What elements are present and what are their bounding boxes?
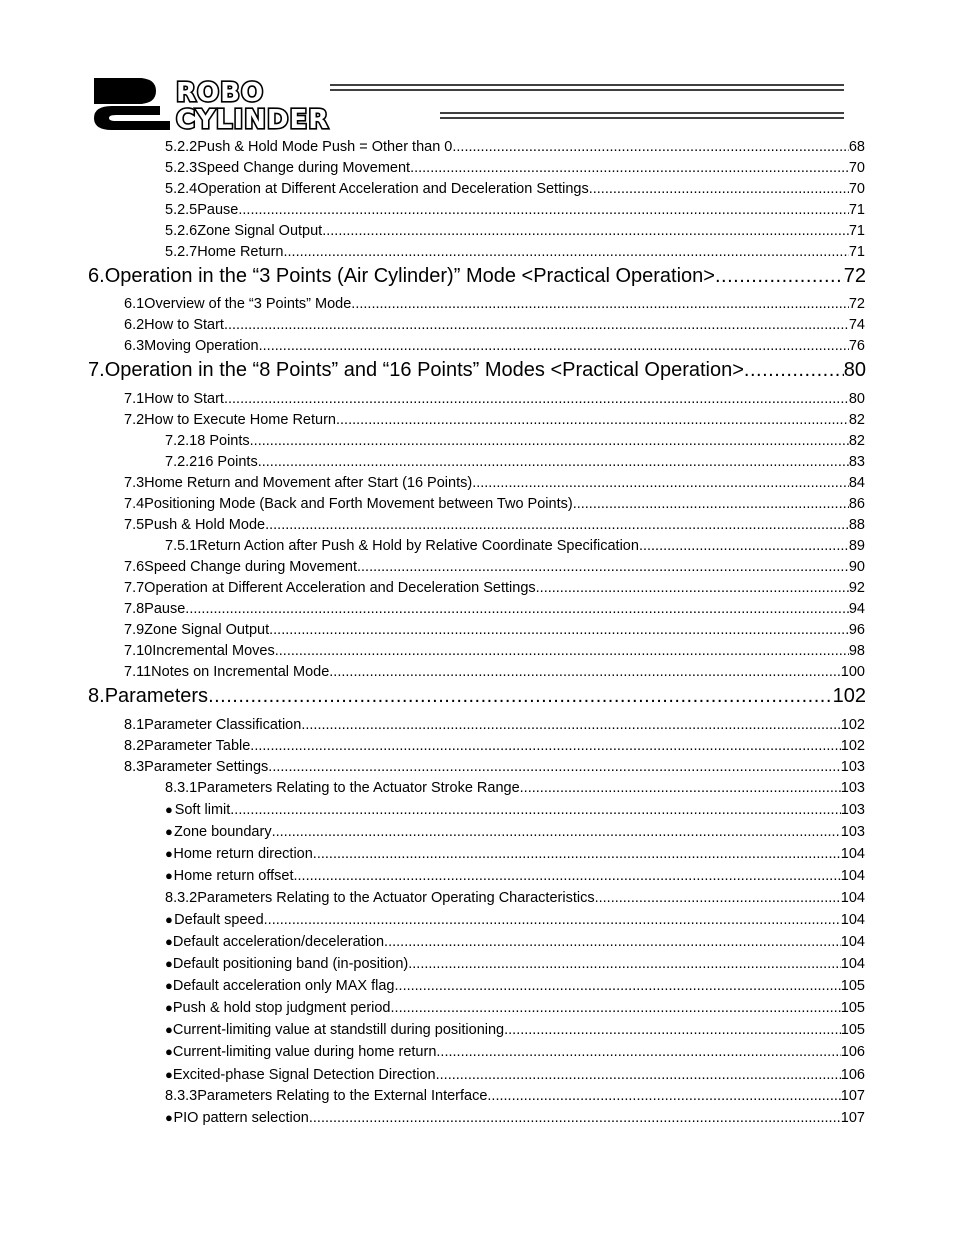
toc-entry-page: 86: [848, 496, 865, 512]
toc-entry-number: 5.2.6: [165, 223, 198, 239]
toc-entry-page: 76: [848, 338, 865, 354]
toc-entry[interactable]: [88, 359, 866, 383]
toc-entry-page: 103: [840, 824, 865, 840]
toc-entry[interactable]: [165, 868, 865, 886]
toc-entry-title: Parameter Settings: [144, 759, 269, 775]
toc-entry-page: 74: [848, 317, 865, 333]
toc-entry[interactable]: [165, 454, 865, 472]
dot-leader: [573, 496, 849, 512]
toc-entry-number: 6.1: [124, 296, 145, 312]
dot-leader: [250, 738, 841, 754]
toc-entry-title: Current-limiting value during home return: [172, 1044, 437, 1060]
toc-entry[interactable]: [124, 717, 865, 735]
toc-entry-title: Excited-phase Signal Detection Direction: [172, 1067, 436, 1083]
bullet-icon: ●: [165, 1110, 173, 1125]
toc-entry-title: Home return direction: [173, 846, 313, 862]
toc-entry-title: Parameter Classification: [144, 717, 302, 733]
toc-entry-page: 71: [848, 223, 865, 239]
toc-entry[interactable]: [124, 296, 865, 314]
dot-leader: [224, 317, 849, 333]
toc-entry-page: 94: [848, 601, 865, 617]
toc-entry[interactable]: [124, 580, 865, 598]
toc-entry[interactable]: [165, 846, 865, 864]
toc-entry-page: 83: [848, 454, 865, 470]
toc-entry-page: 82: [848, 412, 865, 428]
toc-entry-page: 105: [840, 1022, 865, 1038]
toc-entry[interactable]: [165, 1022, 865, 1040]
toc-entry-page: 92: [848, 580, 865, 596]
toc-entry-title: Operation in the “8 Points” and “16 Points” Modes <Practical Operation>: [104, 359, 744, 381]
dot-leader: [272, 824, 841, 840]
toc-entry-title: Operation at Different Acceleration and Deceleration Settings: [197, 181, 589, 197]
toc-entry-title: Zone boundary: [174, 824, 272, 840]
dot-leader: [313, 846, 841, 862]
toc-entry-page: 104: [840, 956, 865, 972]
bullet-icon: ●: [165, 824, 173, 839]
toc-entry[interactable]: [165, 433, 865, 451]
toc-entry-title: Positioning Mode (Back and Forth Movement between Two Points): [144, 496, 573, 512]
toc-entry-page: 70: [848, 181, 865, 197]
toc-entry-page: 103: [840, 759, 865, 775]
logo-text-robo: ROBO: [176, 78, 265, 108]
toc-entry-number: 5.2.4: [165, 181, 198, 197]
toc-entry-page: 106: [840, 1067, 865, 1083]
dot-leader: [472, 475, 849, 491]
dot-leader: [224, 391, 849, 407]
dot-leader: [452, 139, 849, 155]
toc-entry-title: Return Action after Push & Hold by Relative Coordinate Specification: [197, 538, 639, 554]
dot-leader: [265, 517, 849, 533]
dot-leader: [264, 912, 841, 928]
toc-entry-page: 82: [848, 433, 865, 449]
toc-entry-number: 8.2: [124, 738, 145, 754]
dot-leader: [744, 359, 844, 382]
toc-entry-page: 102: [840, 738, 865, 754]
toc-entry-title: Home Return and Movement after Start (16 Points): [144, 475, 473, 491]
toc-entry-page: 102: [840, 717, 865, 733]
toc-entry[interactable]: [124, 643, 865, 661]
dot-leader: [436, 1067, 841, 1083]
toc-entry-number: 7.6: [124, 559, 145, 575]
toc-entry-page: 107: [840, 1088, 865, 1104]
toc-entry-title: Pause: [197, 202, 239, 218]
dot-leader: [258, 454, 849, 470]
dot-leader: [536, 580, 849, 596]
toc-entry-page: 104: [840, 890, 865, 906]
toc-entry-number: 7.3: [124, 475, 145, 491]
dot-leader: [589, 181, 849, 197]
toc-entry[interactable]: [165, 244, 865, 262]
toc-entry[interactable]: [165, 890, 865, 908]
bullet-icon: ●: [165, 1044, 173, 1059]
toc-entry[interactable]: [165, 912, 865, 930]
toc-entry[interactable]: [165, 1044, 865, 1062]
dot-leader: [268, 759, 841, 775]
bullet-icon: ●: [165, 1022, 173, 1037]
toc-entry[interactable]: [165, 956, 865, 974]
toc-entry-title: How to Start: [144, 391, 224, 407]
toc-entry-title: Operation at Different Acceleration and Deceleration Settings: [144, 580, 536, 596]
dot-leader: [294, 868, 841, 884]
toc-entry-page: 71: [848, 244, 865, 260]
toc-entry[interactable]: [165, 223, 865, 241]
toc-entry[interactable]: [165, 1110, 865, 1128]
toc-entry-title: Notes on Incremental Mode: [151, 664, 330, 680]
toc-entry-page: 72: [848, 296, 865, 312]
toc-entry-page: 104: [840, 934, 865, 950]
toc-entry-page: 89: [848, 538, 865, 554]
toc-entry-page: 72: [843, 265, 866, 287]
toc-entry[interactable]: [124, 338, 865, 356]
toc-entry-title: How to Execute Home Return: [144, 412, 336, 428]
toc-entry-number: 7.2: [124, 412, 145, 428]
toc-entry-page: 104: [840, 912, 865, 928]
dot-leader: [520, 780, 841, 796]
toc-entry-page: 106: [840, 1044, 865, 1060]
toc-entry-number: 7.5: [124, 517, 145, 533]
toc-entry-title: Parameters Relating to the Actuator Operating Characteristics: [197, 890, 595, 906]
toc-entry-title: Default speed: [174, 912, 264, 928]
dot-leader: [410, 160, 849, 176]
toc-entry-title: Parameters Relating to the External Interface: [197, 1088, 488, 1104]
dot-leader: [639, 538, 849, 554]
toc-entry-page: 90: [848, 559, 865, 575]
dot-leader: [230, 802, 841, 818]
toc-entry[interactable]: [88, 685, 866, 709]
toc-entry-number: 8.1: [124, 717, 145, 733]
dot-leader: [238, 202, 848, 218]
toc-entry-page: 103: [840, 780, 865, 796]
toc-entry-title: Parameter Table: [144, 738, 251, 754]
toc-entry-page: 105: [840, 1000, 865, 1016]
toc-entry-title: Home Return: [197, 244, 284, 260]
toc-entry-title: Speed Change during Movement: [197, 160, 411, 176]
toc-entry-title: PIO pattern selection: [173, 1110, 309, 1126]
toc-entry[interactable]: [165, 202, 865, 220]
toc-entry-page: 100: [840, 664, 865, 680]
dot-leader: [357, 559, 849, 575]
toc-entry-number: 7.11: [124, 664, 152, 680]
toc-entry-title: Incremental Moves: [152, 643, 275, 659]
bullet-icon: ●: [165, 1000, 173, 1015]
toc-entry-title: Moving Operation: [144, 338, 259, 354]
toc-entry-number: 6.: [88, 265, 105, 287]
dot-leader: [185, 601, 849, 617]
toc-entry-page: 102: [832, 685, 866, 707]
toc-entry-number: 7.5.1: [165, 538, 198, 554]
toc-entry[interactable]: [88, 265, 866, 289]
toc-entry[interactable]: [165, 780, 865, 798]
dot-leader: [259, 338, 849, 354]
toc-entry-title: Default acceleration/deceleration: [172, 934, 385, 950]
toc-entry-page: 105: [840, 978, 865, 994]
logo-text-cylinder: CYLINDER: [176, 105, 330, 132]
toc-entry[interactable]: [165, 538, 865, 556]
bullet-icon: ●: [165, 802, 173, 817]
bullet-icon: ●: [165, 846, 173, 861]
toc-entry-number: 8.: [88, 685, 105, 707]
dot-leader: [301, 717, 840, 733]
toc-entry-title: 16 Points: [197, 454, 258, 470]
toc-entry-number: 8.3.2: [165, 890, 198, 906]
dot-leader: [283, 244, 848, 260]
toc-entry[interactable]: [124, 517, 865, 535]
toc-entry[interactable]: [165, 824, 865, 842]
toc-entry-number: 7.10: [124, 643, 153, 659]
toc-entry-title: How to Start: [144, 317, 224, 333]
toc-entry[interactable]: [124, 475, 865, 493]
toc-entry[interactable]: [124, 664, 865, 682]
toc-entry-page: 80: [843, 359, 866, 381]
toc-entry-number: 5.2.2: [165, 139, 198, 155]
toc-entry[interactable]: [124, 412, 865, 430]
toc-entry-number: 8.3.1: [165, 780, 198, 796]
dot-leader: [275, 643, 849, 659]
toc-entry-title: Push & Hold Mode: [144, 517, 266, 533]
dot-leader: [391, 1000, 841, 1016]
toc-entry-page: 96: [848, 622, 865, 638]
toc-entry-title: Zone Signal Output: [197, 223, 323, 239]
bullet-icon: ●: [165, 956, 173, 971]
toc-entry[interactable]: [165, 934, 865, 952]
toc-entry-number: 7.4: [124, 496, 145, 512]
toc-entry-title: Pause: [144, 601, 186, 617]
toc-entry-number: 5.2.3: [165, 160, 198, 176]
dot-leader: [395, 978, 841, 994]
toc-entry-title: Parameters: [104, 685, 209, 707]
dot-leader: [384, 934, 841, 950]
dot-leader: [487, 1088, 840, 1104]
toc-entry-title: Parameters Relating to the Actuator Stroke Range: [197, 780, 520, 796]
toc-entry-title: Operation in the “3 Points (Air Cylinder)” Mode <Practical Operation>: [104, 265, 715, 287]
dot-leader: [208, 685, 833, 708]
toc-entry-page: 103: [840, 802, 865, 818]
toc-entry[interactable]: [124, 559, 865, 577]
toc-entry[interactable]: [165, 1088, 865, 1106]
toc-entry[interactable]: [165, 181, 865, 199]
toc-entry-title: Push & Hold Mode Push = Other than 0: [197, 139, 453, 155]
bullet-icon: ●: [165, 912, 173, 927]
toc-entry-title: Speed Change during Movement: [144, 559, 357, 575]
toc-entry-title: Push & hold stop judgment period: [172, 1000, 391, 1016]
toc-entry-number: 7.: [88, 359, 105, 381]
toc-entry[interactable]: [165, 139, 865, 157]
toc-entry-number: 7.2.1: [165, 433, 198, 449]
toc-entry-title: Overview of the “3 Points” Mode: [144, 296, 352, 312]
toc-entry-title: Current-limiting value at standstill during positioning: [172, 1022, 505, 1038]
toc-entry[interactable]: [124, 622, 865, 640]
toc-entry[interactable]: [124, 601, 865, 619]
dot-leader: [504, 1022, 841, 1038]
toc-entry[interactable]: [124, 496, 865, 514]
toc-entry-page: 98: [848, 643, 865, 659]
dot-leader: [436, 1044, 840, 1060]
toc-entry-page: 88: [848, 517, 865, 533]
toc-entry[interactable]: [165, 1000, 865, 1018]
bullet-icon: ●: [165, 868, 173, 883]
dot-leader: [336, 412, 849, 428]
dot-leader: [309, 1110, 841, 1126]
toc-entry-number: 5.2.7: [165, 244, 198, 260]
toc-entry[interactable]: [124, 738, 865, 756]
dot-leader: [408, 956, 841, 972]
dot-leader: [269, 622, 849, 638]
dot-leader: [351, 296, 849, 312]
toc-entry[interactable]: [165, 1067, 865, 1085]
toc-entry[interactable]: [124, 317, 865, 335]
toc-entry-title: 8 Points: [197, 433, 250, 449]
dot-leader: [322, 223, 849, 239]
toc-entry[interactable]: [165, 978, 865, 996]
toc-entry-title: Zone Signal Output: [144, 622, 270, 638]
toc-entry-page: 68: [848, 139, 865, 155]
toc-entry[interactable]: [124, 759, 865, 777]
dot-leader: [250, 433, 849, 449]
toc-entry-page: 84: [848, 475, 865, 491]
toc-entry-number: 8.3: [124, 759, 145, 775]
toc-entry-page: 80: [848, 391, 865, 407]
bullet-icon: ●: [165, 1067, 173, 1082]
dot-leader: [715, 265, 844, 288]
toc-entry-number: 6.2: [124, 317, 145, 333]
bullet-icon: ●: [165, 934, 173, 949]
toc-entry-number: 7.9: [124, 622, 145, 638]
toc-entry-number: 7.2.2: [165, 454, 198, 470]
toc-entry-page: 70: [848, 160, 865, 176]
toc-entry-page: 104: [840, 868, 865, 884]
toc-entry-title: Home return offset: [173, 868, 294, 884]
toc-entry[interactable]: [165, 802, 865, 820]
toc-entry[interactable]: [165, 160, 865, 178]
toc-entry-number: 7.1: [124, 391, 145, 407]
toc-entry-title: Default acceleration only MAX flag: [172, 978, 395, 994]
bullet-icon: ●: [165, 978, 173, 993]
toc-entry-number: 6.3: [124, 338, 145, 354]
dot-leader: [329, 664, 841, 680]
toc-entry-number: 8.3.3: [165, 1088, 198, 1104]
toc-entry-number: 7.7: [124, 580, 145, 596]
toc-entry-page: 71: [848, 202, 865, 218]
toc-entry-page: 107: [840, 1110, 865, 1126]
toc-entry-page: 104: [840, 846, 865, 862]
dot-leader: [595, 890, 841, 906]
toc-entry[interactable]: [124, 391, 865, 409]
toc-entry-number: 5.2.5: [165, 202, 198, 218]
toc-entry-title: Default positioning band (in-position): [172, 956, 409, 972]
toc-entry-number: 7.8: [124, 601, 145, 617]
toc-entry-title: Soft limit: [174, 802, 231, 818]
